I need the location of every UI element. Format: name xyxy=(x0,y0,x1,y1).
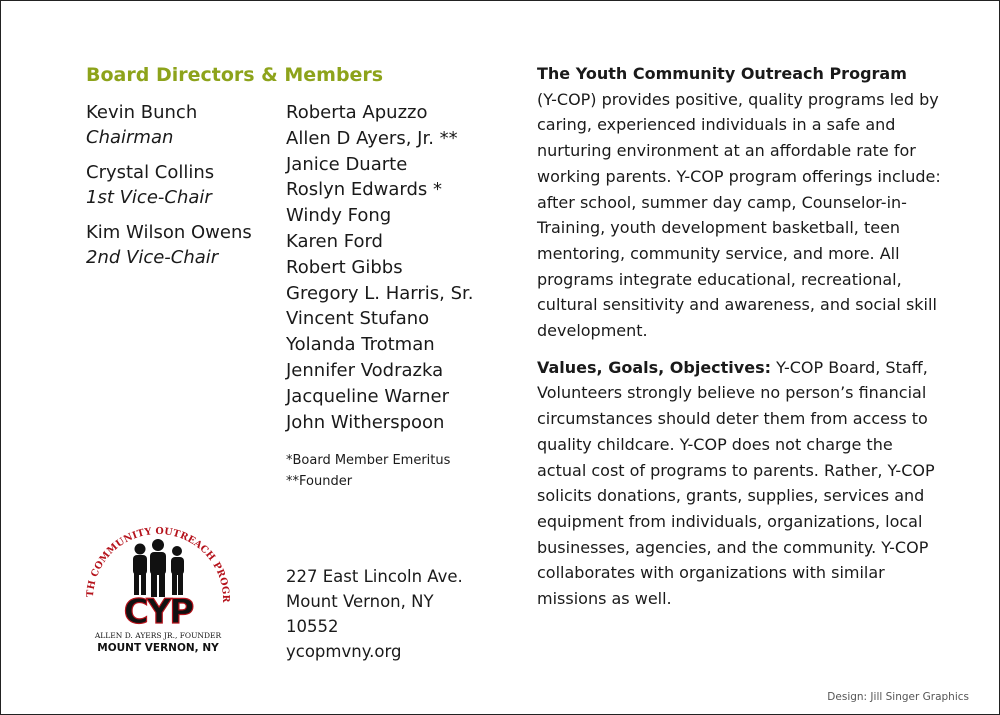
officer-role: 1st Vice-Chair xyxy=(86,187,212,208)
officer-name: Kim Wilson Owens xyxy=(86,222,252,243)
officer-role: Chairman xyxy=(86,127,174,148)
member-name: Roberta Apuzzo xyxy=(286,102,428,123)
officer-name: Kevin Bunch xyxy=(86,102,198,123)
people-silhouette-icon xyxy=(133,539,184,597)
member-name: Jacqueline Warner xyxy=(286,385,449,407)
about-body: (Y-COP) provides positive, quality programs led by caring, experienced individuals in a safe and nurturing environment at an affordable rate for working parents. Y-COP program offerings include: after school, summer day camp, Counselor-in-Training, youth development basketball, teen mentoring, community service, and more. All programs integrate educational, recreational, cultural sensitivity and awareness, and social skill development. xyxy=(537,89,941,341)
logo-location: MOUNT VERNON, NY xyxy=(97,642,219,654)
website-link[interactable]: ycopmvny.org xyxy=(286,642,402,661)
ycop-logo-graphic xyxy=(83,521,233,661)
member-name: Yolanda Trotman xyxy=(286,334,435,356)
footnotes xyxy=(286,450,450,492)
board-heading: Board Directors & Members xyxy=(86,64,384,86)
member-name: Windy Fong xyxy=(286,205,392,227)
logo-founder: ALLEN D. AYERS JR., FOUNDER xyxy=(94,631,222,640)
address-city: Mount Vernon, NY xyxy=(286,592,434,611)
address-zip: 10552 xyxy=(286,617,339,636)
officer-name: Crystal Collins xyxy=(86,162,215,183)
values-paragraph xyxy=(537,355,947,612)
logo-arc-text: TH COMMUNITY OUTREACH PROGR xyxy=(84,525,232,603)
ycop-logo xyxy=(83,521,233,661)
officers-list xyxy=(86,100,252,280)
officer-role: 2nd Vice-Chair xyxy=(86,247,219,268)
about-paragraph xyxy=(537,61,947,344)
member-name: John Witherspoon xyxy=(286,411,445,433)
officer-item xyxy=(86,160,252,210)
logo-mark: CYP xyxy=(123,592,193,632)
program-description xyxy=(537,61,947,623)
member-name: Jennifer Vodrazka xyxy=(286,359,444,381)
footnote-emeritus: *Board Member Emeritus xyxy=(286,453,451,468)
address-street: 227 East Lincoln Ave. xyxy=(286,567,463,586)
member-name: Karen Ford xyxy=(286,230,383,252)
member-name: Robert Gibbs xyxy=(286,256,403,278)
member-name: Vincent Stufano xyxy=(286,308,430,330)
member-name: Gregory L. Harris, Sr. xyxy=(286,282,474,304)
member-name: Roslyn Edwards * xyxy=(286,179,443,201)
officer-item xyxy=(86,220,252,270)
design-credit: Design: Jill Singer Graphics xyxy=(827,691,969,703)
footnote-founder: **Founder xyxy=(286,474,353,489)
values-lead: Values, Goals, Objectives: xyxy=(537,357,771,377)
address-block xyxy=(286,564,463,664)
members-list xyxy=(286,100,473,435)
values-body: Y-COP Board, Staff, Volunteers strongly believe no person’s financial circumstances should deter them from access to quality childcare. Y-COP does not charge the actual cost of programs to parents. Rather, Y-COP solicits donations, grants, supplies, services and equipment from individuals, organizations, local businesses, agencies, and the community. Y-COP collaborates with organizations with similar missions as well. xyxy=(537,357,935,609)
officer-item xyxy=(86,100,252,150)
member-name: Janice Duarte xyxy=(286,153,408,175)
member-name: Allen D Ayers, Jr. ** xyxy=(286,127,458,149)
about-lead: The Youth Community Outreach Program xyxy=(537,64,907,83)
